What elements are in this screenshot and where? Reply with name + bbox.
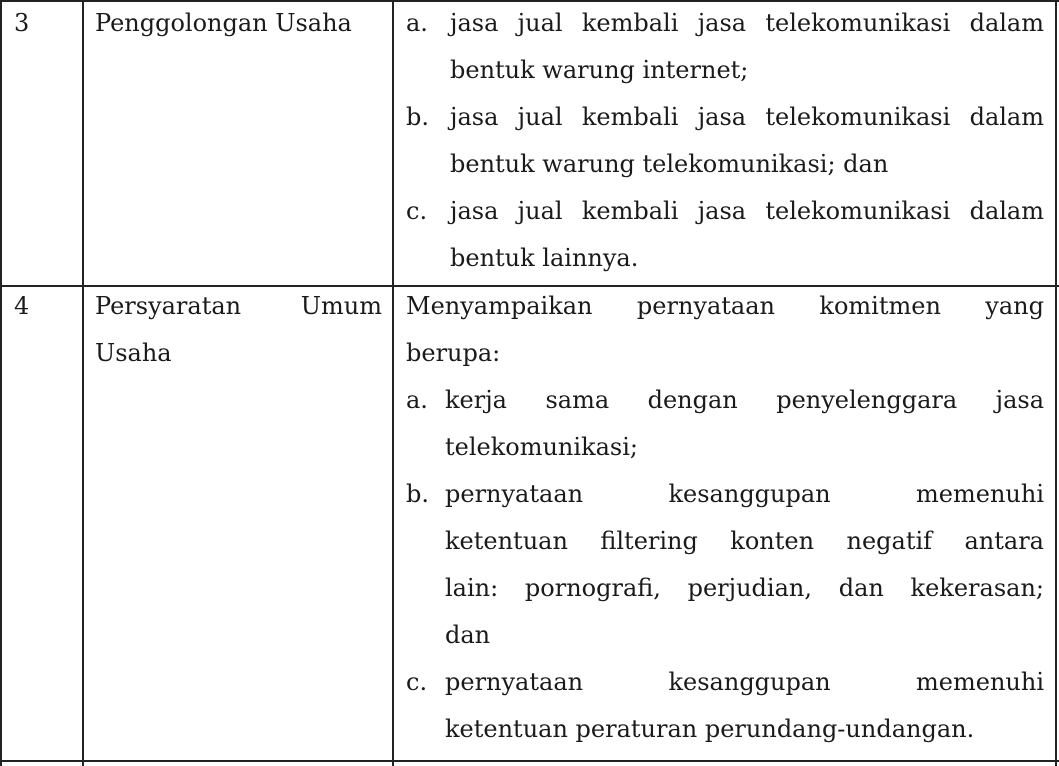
list-marker: b.: [406, 480, 429, 508]
row-4-item-c: [406, 659, 1044, 753]
list-item-text: [450, 0, 1044, 94]
row-4-number: 4: [14, 292, 30, 320]
column-divider-2: [392, 0, 394, 766]
list-item-text: [450, 94, 1044, 188]
row-3-label: Penggolongan Usaha: [95, 9, 352, 37]
row-4-item-b: [406, 471, 1044, 659]
text-line: lain: pornografi, perjudian, dan kekerasan;: [445, 574, 1044, 602]
list-marker: a.: [406, 386, 428, 414]
column-divider-1: [82, 0, 84, 766]
text-line: ketentuan peraturan perundang-undangan.: [445, 715, 975, 743]
list-marker: a.: [406, 9, 428, 37]
list-marker: c.: [406, 668, 428, 696]
text-line: jasa jual kembali jasa telekomunikasi dalam: [450, 103, 1044, 131]
text-line: bentuk warung internet;: [450, 56, 749, 84]
row-3-item-b: [406, 94, 1044, 188]
row-4-label: [95, 283, 382, 377]
text-line: pernyataan kesanggupan memenuhi: [445, 668, 1044, 696]
table-bottom-border: [0, 760, 1059, 762]
list-item-text: [445, 471, 1044, 659]
row-4-item-a: [406, 377, 1044, 471]
text-line: jasa jual kembali jasa telekomunikasi dalam: [450, 9, 1044, 37]
text-line: berupa:: [406, 339, 501, 367]
list-marker: c.: [406, 197, 428, 225]
row-3-item-c: [406, 188, 1044, 282]
text-line: bentuk warung telekomunikasi; dan: [450, 150, 889, 178]
list-item-text: [445, 377, 1044, 471]
row-3-number: 3: [14, 9, 30, 37]
text-line: dan: [445, 621, 491, 649]
text-line: pernyataan kesanggupan memenuhi: [445, 480, 1044, 508]
row-4-intro: [406, 283, 1044, 377]
row-4-content: [406, 283, 1044, 753]
table-left-border: [0, 0, 2, 766]
text-line: Menyampaikan pernyataan komitmen yang: [406, 292, 1044, 320]
text-line: Usaha: [95, 339, 172, 367]
list-marker: b.: [406, 103, 429, 131]
table-right-border: [1055, 0, 1057, 766]
row-3-content: [406, 0, 1044, 282]
row-3-item-a: [406, 0, 1044, 94]
text-line: telekomunikasi;: [445, 433, 638, 461]
list-item-text: [445, 659, 1044, 753]
list-item-text: [450, 188, 1044, 282]
text-line: bentuk lainnya.: [450, 244, 639, 272]
text-line: Persyaratan Umum: [95, 292, 382, 320]
text-line: kerja sama dengan penyelenggara jasa: [445, 386, 1044, 414]
text-line: jasa jual kembali jasa telekomunikasi dalam: [450, 197, 1044, 225]
text-line: ketentuan filtering konten negatif antara: [445, 527, 1044, 555]
